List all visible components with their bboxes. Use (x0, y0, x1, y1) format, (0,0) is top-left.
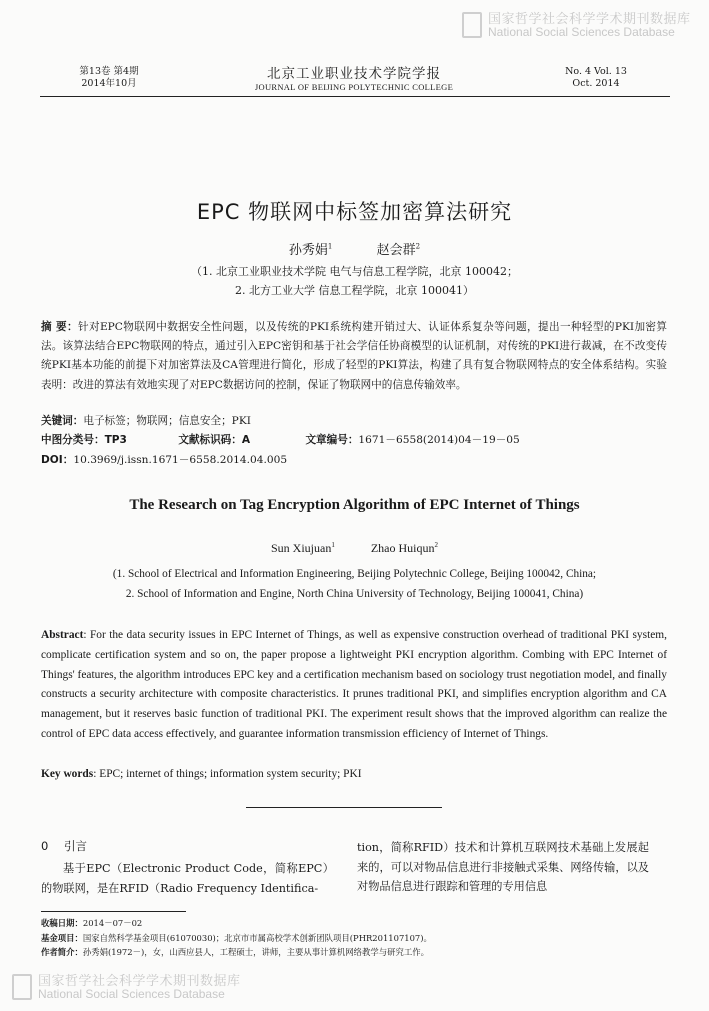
author-2-cn: 赵会群 (376, 243, 416, 258)
watermark-bottom-en: National Social Sciences Database (38, 986, 225, 1001)
abstract-cn (41, 318, 667, 395)
doc-code-value: A (241, 434, 251, 446)
author-2-en: Zhao Huiqun (370, 541, 435, 555)
author-1-cn: 孙秀娟 (288, 243, 328, 258)
paper-title-en: The Research on Tag Encryption Algorithm of EPC Internet of Things (129, 497, 580, 513)
authors-en (0, 541, 709, 556)
footnotes (41, 916, 671, 960)
author-bio (41, 945, 671, 960)
abstract-en-text: : For the data security issues in EPC Internet of Things, as well as expensive construction overhead of traditional PKI system, complicate certification system and so on, the paper propose a lightweight PKI encryption algorithm. Combing with EPC Internet of Things' features, the algorithm introduces EPC key and a certification mechanism based on sociology trust negotiation model, and finally constructs a security architecture with composite characteristics. It prunes traditional PKI, and simplifies encryption algorithm and CA management, but it reserves basic function of traditional PKI. The experiment result shows that the improved algorithm can realize the control of EPC data access effectively, and guarantee information transmission efficiency of Internet of Things. (41, 629, 667, 740)
abstract-en (41, 626, 667, 745)
body-right-text: tion，简称RFID）技术和计算机互联网技术基础上发展起来的，可以对物品信息进行非接触式采集、网络传输，以及对物品信息进行跟踪和管理的专用信息 (357, 841, 649, 893)
affiliation-2-cn: 2. 北方工业大学 信息工程学院，北京 100041） (235, 284, 474, 297)
watermark-bottom (12, 974, 241, 1000)
doi-line (41, 451, 667, 470)
affiliation-1-en: (1. School of Electrical and Information Engineering, Beijing Polytechnic College, Beijing 100042, China; (112, 568, 597, 580)
abstract-en-label: Abstract (41, 629, 84, 641)
clc-value: TP3 (104, 434, 127, 446)
journal-title-en: JOURNAL OF BEIJING POLYTECHNIC COLLEGE (254, 82, 454, 92)
keywords-en-text: : EPC; internet of things; information system security; PKI (93, 768, 362, 780)
abstract-cn-label: 摘 要： (41, 321, 78, 333)
paper-title-cn: EPC 物联网中标签加密算法研究 (196, 200, 513, 224)
affiliations-en (0, 564, 709, 604)
header-center (219, 62, 489, 92)
classification-line (41, 431, 667, 450)
section-title: 引言 (63, 839, 87, 853)
article-number-label: 文章编号： (305, 434, 359, 446)
authors-cn (0, 239, 709, 258)
doc-code-label: 文献标识码： (178, 434, 242, 446)
database-logo-icon (462, 12, 482, 38)
header-rule (40, 96, 670, 97)
affiliation-1-cn: （1. 北京工业职业技术学院 电气与信息工程学院，北京 100042； (191, 265, 518, 278)
abstract-cn-text: 针对EPC物联网中数据安全性问题，以及传统的PKI系统构建开销过大、认证体系复杂等问题，提出一种轻型的PKI加密算法。该算法结合EPC物联网的特点，通过引入EPC密钥和基于社会学信任协商模型的认证机制，对传统的PKI进行裁减，在不改变传统PKI基本功能的前提下对加密算法及CA管理进行简化，形成了轻型的PKI算法，构建了具有复合物联网特点的安全体系结构。实验表明：改进的算法有效地实现了对EPC数据访问的控制，保证了物联网中的信息传输效率。 (41, 321, 667, 391)
clc-label: 中图分类号： (41, 434, 105, 446)
header-right (556, 66, 636, 90)
keywords-en-label: Key words (41, 768, 94, 780)
body-left-text: 基于EPC（Electronic Product Code，简称EPC）的物联网，是在RFID（Radio Frequency Identifica- (41, 862, 334, 895)
author-2-sup: 2 (415, 242, 421, 251)
keywords-cn (41, 412, 667, 431)
footnote-rule (41, 911, 186, 912)
received-value: 2014－07－02 (82, 918, 143, 928)
bio-value: 孙秀娟(1972－)，女，山西应县人，工程硕士，讲师，主要从事计算机网络教学与研究工作。 (82, 947, 429, 957)
issue-date-en: Oct. 2014 (572, 78, 620, 89)
volume-issue: 第13卷 第4期 (79, 66, 139, 77)
section-heading (41, 838, 87, 854)
author-2-en-sup: 2 (434, 541, 438, 549)
fund-value: 国家自然科学基金项目(61070030)；北京市市属高校学术创新团队项目(PHR201107107)。 (82, 932, 432, 943)
doi-label: DOI： (41, 454, 74, 466)
keywords-en (41, 765, 667, 785)
received-date (41, 916, 671, 931)
body-column-right (357, 838, 649, 897)
section-number: 0 (41, 839, 49, 853)
article-number-value: 1671－6558(2014)04－19－05 (358, 434, 520, 446)
affiliation-2-en: 2. School of Information and Engine, North China University of Technology, Beijing 100041, China) (125, 588, 584, 600)
fund-info (41, 931, 671, 946)
keywords-cn-text: 电子标签；物联网；信息安全；PKI (83, 415, 251, 427)
watermark-en: National Social Sciences Database (488, 24, 675, 39)
author-1-en: Sun Xiujuan (271, 541, 332, 555)
received-label: 收稿日期： (41, 918, 83, 928)
affiliations-cn (0, 262, 709, 300)
author-1-en-sup: 1 (331, 541, 335, 549)
watermark-top (462, 12, 691, 38)
abstract-separator (246, 807, 442, 808)
keywords-cn-label: 关键词： (41, 415, 84, 427)
doi-value[interactable]: 10.3969/j.issn.1671－6558.2014.04.005 (73, 454, 288, 466)
journal-title-cn: 北京工业职业技术学院学报 (267, 66, 441, 82)
issue-date: 2014年10月 (81, 78, 137, 89)
issue-number-en: No. 4 Vol. 13 (565, 66, 627, 77)
watermark-bottom-cn: 国家哲学社会科学学术期刊数据库 (38, 973, 241, 988)
watermark-cn: 国家哲学社会科学学术期刊数据库 (488, 11, 691, 26)
bio-label: 作者简介： (41, 947, 83, 957)
author-1-sup: 1 (327, 242, 333, 251)
header-left (64, 66, 154, 90)
database-logo-icon-bottom (12, 974, 32, 1000)
body-column-left (41, 859, 334, 898)
fund-label: 基金项目： (41, 932, 83, 943)
